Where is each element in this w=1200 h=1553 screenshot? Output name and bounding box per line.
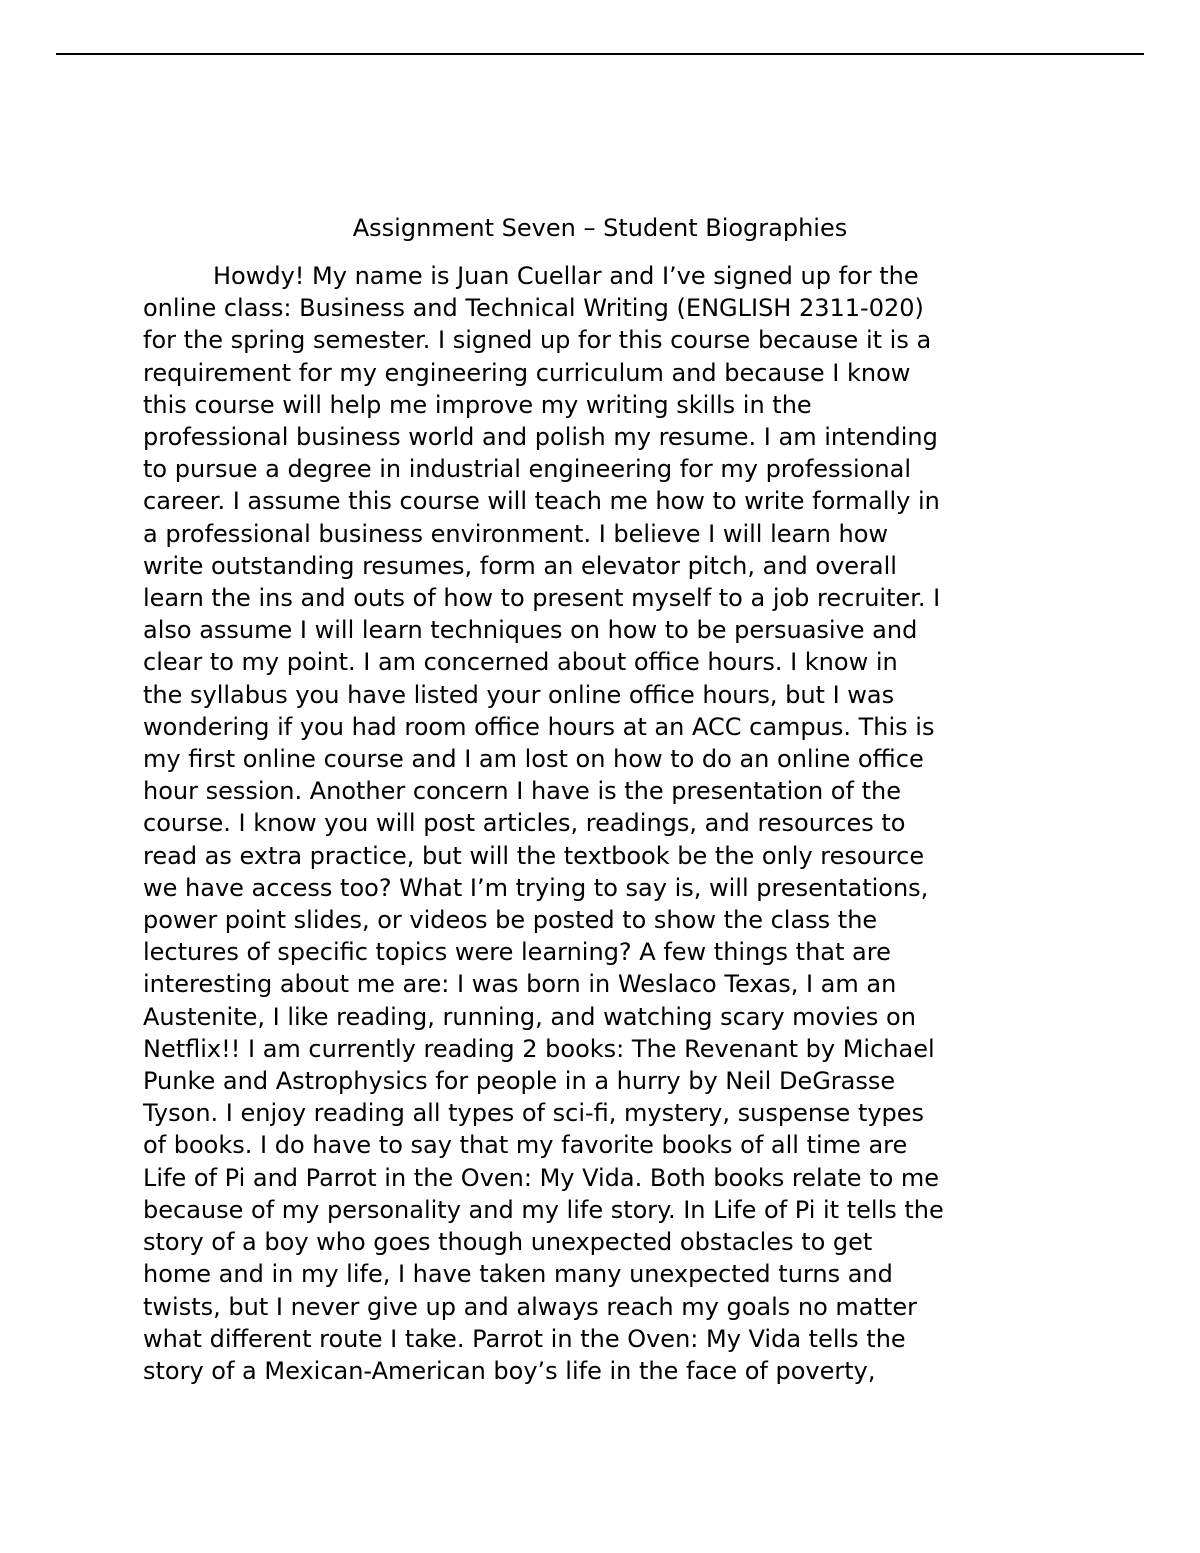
paragraph-line: career. I assume this course will teach me how to write formally in [143,487,940,516]
paragraph-line: twists, but I never give up and always reach my goals no matter [143,1292,917,1321]
paragraph-line: because of my personality and my life story. In Life of Pi it tells the [143,1195,944,1224]
paragraph-line: Life of Pi and Parrot in the Oven: My Vida. Both books relate to me [143,1163,940,1192]
paragraph-line: course. I know you will post articles, readings, and resources to [143,809,906,838]
paragraph-line: the syllabus you have listed your online office hours, but I was [143,680,895,709]
paragraph-line: my first online course and I am lost on how to do an online office [143,745,924,774]
paragraph-line: we have access too? What I’m trying to say is, will presentations, [143,873,929,902]
paragraph-line: Tyson. I enjoy reading all types of sci-fi, mystery, suspense types [143,1099,925,1128]
paragraph-line: this course will help me improve my writing skills in the [143,390,812,419]
paragraph-line: clear to my point. I am concerned about office hours. I know in [143,648,898,677]
paragraph-line: lectures of specific topics were learning? A few things that are [143,938,891,967]
paragraph-line: Punke and Astrophysics for people in a hurry by Neil DeGrasse [143,1067,896,1096]
paragraph-line: professional business world and polish my resume. I am intending [143,423,938,452]
paragraph-line: of books. I do have to say that my favorite books of all time are [143,1131,908,1160]
paragraph-line: a professional business environment. I believe I will learn how [143,519,889,548]
paragraph-line: read as extra practice, but will the textbook be the only resource [143,841,925,870]
paragraph-line: Netflix!! I am currently reading 2 books: The Revenant by Michael [143,1034,935,1063]
header-rule [56,53,1144,55]
paragraph-line: Howdy! My name is Juan Cuellar and I’ve signed up for the [213,262,919,290]
paragraph-line: for the spring semester. I signed up for this course because it is a [143,326,932,355]
document-title: Assignment Seven – Student Biographies [352,214,848,242]
paragraph-line: online class: Business and Technical Writing (ENGLISH 2311-020) [143,294,924,323]
paragraph-line: interesting about me are: I was born in Weslaco Texas, I am an [143,970,897,999]
paragraph-line: to pursue a degree in industrial engineering for my professional [143,455,911,484]
paragraph-line: requirement for my engineering curriculum and because I know [143,358,911,387]
paragraph-line: learn the ins and outs of how to present myself to a job recruiter. I [143,584,941,613]
biography-paragraph [143,260,1083,1387]
paragraph-line: Austenite, I like reading, running, and watching scary movies on [143,1002,916,1031]
paragraph-line: story of a boy who goes though unexpected obstacles to get [143,1228,873,1257]
paragraph-line: story of a Mexican-American boy’s life in the face of poverty, [143,1356,876,1385]
paragraph-line: also assume I will learn techniques on how to be persuasive and [143,616,918,645]
paragraph-line: wondering if you had room office hours at an ACC campus. This is [143,712,935,741]
paragraph-line: power point slides, or videos be posted to show the class the [143,906,878,935]
paragraph-line: what different route I take. Parrot in the Oven: My Vida tells the [143,1324,906,1353]
paragraph-line: hour session. Another concern I have is the presentation of the [143,777,901,806]
paragraph-line: home and in my life, I have taken many unexpected turns and [143,1260,893,1289]
paragraph-line: write outstanding resumes, form an elevator pitch, and overall [143,551,897,580]
